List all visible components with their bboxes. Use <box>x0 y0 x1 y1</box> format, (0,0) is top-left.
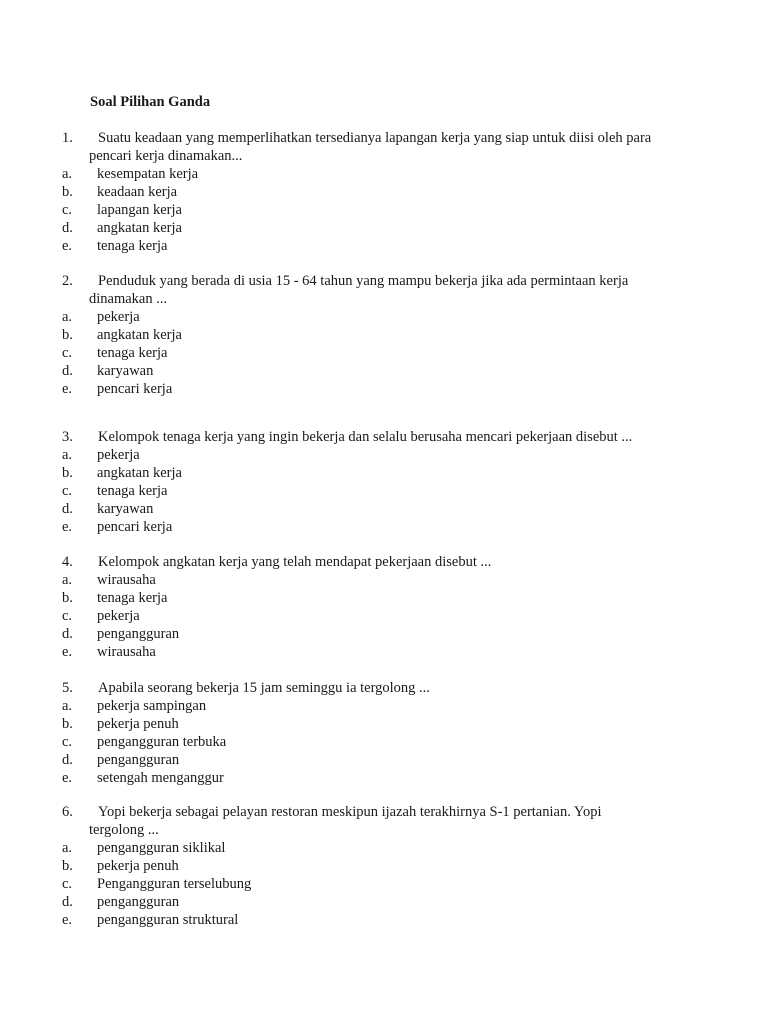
option-b <box>62 589 702 607</box>
option-a <box>62 165 702 183</box>
option-a <box>62 571 702 589</box>
option-letter: d. <box>62 752 73 768</box>
question-text-continued: dinamakan ... <box>89 291 168 307</box>
option-a <box>62 308 702 326</box>
question-2 <box>62 272 702 398</box>
option-text: pengangguran <box>97 752 180 768</box>
option-letter: b. <box>62 184 73 200</box>
option-a <box>62 697 702 715</box>
option-letter: a. <box>62 698 73 714</box>
option-e <box>62 237 702 255</box>
option-b <box>62 464 702 482</box>
option-e <box>62 643 702 661</box>
question-6 <box>62 803 702 929</box>
option-text: kesempatan kerja <box>97 166 199 182</box>
option-text: angkatan kerja <box>97 465 182 481</box>
question-number: 4. <box>62 554 73 570</box>
option-b <box>62 326 702 344</box>
option-letter: a. <box>62 166 73 182</box>
option-d <box>62 362 702 380</box>
question-4 <box>62 553 702 661</box>
option-letter: c. <box>62 345 73 361</box>
question-line <box>62 129 702 147</box>
option-text: pengangguran siklikal <box>97 840 226 856</box>
question-line <box>62 272 702 290</box>
option-c <box>62 344 702 362</box>
option-c <box>62 607 702 625</box>
option-letter: a. <box>62 309 73 325</box>
option-text: pekerja penuh <box>97 858 179 874</box>
option-text: tenaga kerja <box>97 483 168 499</box>
option-letter: a. <box>62 840 73 856</box>
option-text: wirausaha <box>97 572 156 588</box>
option-letter: c. <box>62 202 73 218</box>
option-text: pencari kerja <box>97 381 173 397</box>
option-letter: d. <box>62 501 73 517</box>
option-text: Pengangguran terselubung <box>97 876 252 892</box>
question-line <box>62 553 702 571</box>
option-text: setengah menganggur <box>97 770 224 786</box>
option-text: angkatan kerja <box>97 327 182 343</box>
question-text: Yopi bekerja sebagai pelayan restoran meskipun ijazah terakhirnya S-1 pertanian. Yopi <box>98 804 602 820</box>
option-text: pekerja sampingan <box>97 698 207 714</box>
option-e <box>62 911 702 929</box>
question-text-continued: tergolong ... <box>89 822 159 838</box>
option-d <box>62 751 702 769</box>
question-text: Kelompok tenaga kerja yang ingin bekerja dan selalu berusaha mencari pekerjaan disebut ... <box>98 429 633 445</box>
option-e <box>62 518 702 536</box>
option-text: pengangguran terbuka <box>97 734 227 750</box>
option-b <box>62 715 702 733</box>
option-text: pencari kerja <box>97 519 173 535</box>
question-line <box>62 147 702 165</box>
option-text: wirausaha <box>97 644 156 660</box>
option-letter: e. <box>62 238 73 254</box>
option-letter: c. <box>62 876 73 892</box>
option-a <box>62 839 702 857</box>
question-5 <box>62 679 702 787</box>
question-text: Kelompok angkatan kerja yang telah mendapat pekerjaan disebut ... <box>98 554 492 570</box>
option-text: tenaga kerja <box>97 345 168 361</box>
option-text: pekerja <box>97 447 140 463</box>
option-letter: c. <box>62 734 73 750</box>
option-letter: b. <box>62 465 73 481</box>
option-letter: a. <box>62 447 73 463</box>
option-d <box>62 219 702 237</box>
question-number: 1. <box>62 130 73 146</box>
option-e <box>62 380 702 398</box>
question-number: 6. <box>62 804 73 820</box>
option-d <box>62 625 702 643</box>
option-letter: c. <box>62 483 73 499</box>
option-letter: d. <box>62 363 73 379</box>
question-line <box>62 290 702 308</box>
option-letter: e. <box>62 644 73 660</box>
option-text: pengangguran <box>97 626 180 642</box>
option-letter: c. <box>62 608 73 624</box>
option-letter: e. <box>62 770 73 786</box>
option-b <box>62 183 702 201</box>
option-text: pekerja penuh <box>97 716 179 732</box>
option-text: keadaan kerja <box>97 184 178 200</box>
question-line <box>62 821 702 839</box>
option-text: lapangan kerja <box>97 202 182 218</box>
document-title: Soal Pilihan Ganda <box>90 94 211 110</box>
option-text: pengangguran struktural <box>97 912 239 928</box>
question-text-continued: pencari kerja dinamakan... <box>89 148 243 164</box>
option-letter: e. <box>62 381 73 397</box>
option-text: karyawan <box>97 363 154 379</box>
option-text: pekerja <box>97 309 140 325</box>
question-number: 3. <box>62 429 73 445</box>
option-a <box>62 446 702 464</box>
option-e <box>62 769 702 787</box>
option-letter: b. <box>62 590 73 606</box>
option-letter: b. <box>62 858 73 874</box>
question-line <box>62 679 702 697</box>
question-line <box>62 803 702 821</box>
option-letter: e. <box>62 519 73 535</box>
question-1 <box>62 129 702 255</box>
option-letter: d. <box>62 626 73 642</box>
option-c <box>62 201 702 219</box>
question-3 <box>62 428 702 536</box>
option-letter: a. <box>62 572 73 588</box>
option-letter: e. <box>62 912 73 928</box>
option-c <box>62 482 702 500</box>
option-b <box>62 857 702 875</box>
option-d <box>62 500 702 518</box>
option-letter: d. <box>62 894 73 910</box>
option-letter: b. <box>62 327 73 343</box>
option-text: pekerja <box>97 608 140 624</box>
question-text: Apabila seorang bekerja 15 jam seminggu ia tergolong ... <box>98 680 430 696</box>
option-text: tenaga kerja <box>97 590 168 606</box>
option-c <box>62 875 702 893</box>
option-d <box>62 893 702 911</box>
option-text: tenaga kerja <box>97 238 168 254</box>
question-line <box>62 428 702 446</box>
question-number: 2. <box>62 273 73 289</box>
option-letter: b. <box>62 716 73 732</box>
option-c <box>62 733 702 751</box>
question-text: Suatu keadaan yang memperlihatkan tersedianya lapangan kerja yang siap untuk diisi oleh para <box>98 130 652 146</box>
option-text: karyawan <box>97 501 154 517</box>
option-text: pengangguran <box>97 894 180 910</box>
option-text: angkatan kerja <box>97 220 182 236</box>
question-text: Penduduk yang berada di usia 15 - 64 tahun yang mampu bekerja jika ada permintaan kerja <box>98 273 629 289</box>
question-number: 5. <box>62 680 73 696</box>
option-letter: d. <box>62 220 73 236</box>
